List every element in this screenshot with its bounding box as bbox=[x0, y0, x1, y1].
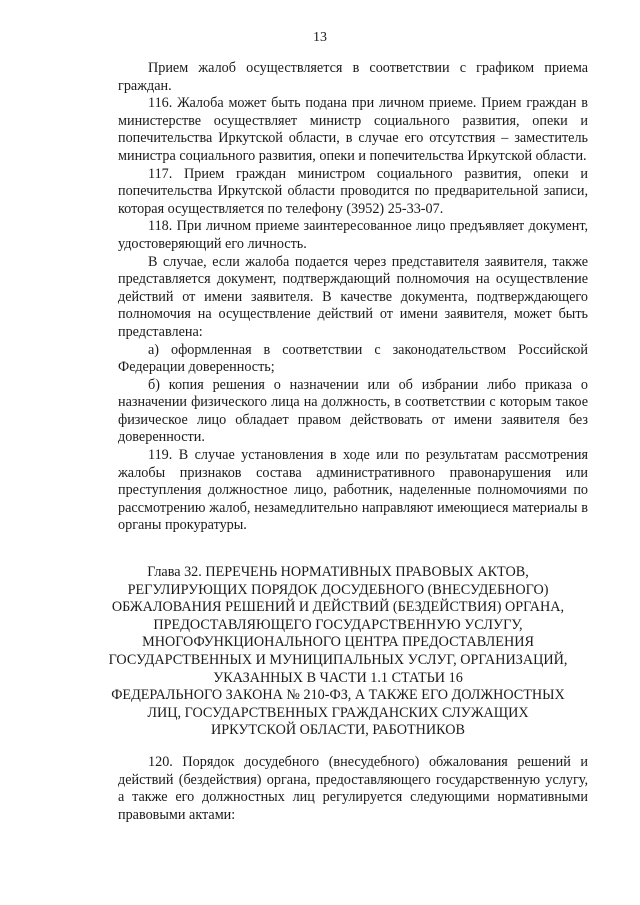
paragraph-118: 118. При личном приеме заинтересованное лицо предъявляет документ, удостоверяющий его личность. bbox=[118, 218, 588, 252]
final-section bbox=[118, 754, 588, 824]
chapter-title-line: РЕГУЛИРУЮЩИХ ПОРЯДОК ДОСУДЕБНОГО (ВНЕСУДЕБНОГО) bbox=[127, 581, 549, 598]
chapter-title-line: Глава 32. ПЕРЕЧЕНЬ НОРМАТИВНЫХ ПРАВОВЫХ АКТОВ, bbox=[147, 564, 529, 580]
chapter-title-line: ИРКУТСКОЙ ОБЛАСТИ, РАБОТНИКОВ bbox=[211, 722, 465, 739]
page-number: 13 bbox=[313, 30, 327, 45]
chapter-title-line: УКАЗАННЫХ В ЧАСТИ 1.1 СТАТЬИ 16 bbox=[213, 669, 463, 686]
paragraph-schedule: Прием жалоб осуществляется в соответствии с графиком приема граждан. bbox=[118, 60, 588, 94]
paragraph-116: 116. Жалоба может быть подана при личном приеме. Прием граждан в министерстве осуществляет министр социального развития, опеки и попечительства Иркутской области, в случае его отсутствия – заместитель министра социального развития, опеки и попечительства Иркутской области. bbox=[118, 95, 588, 164]
chapter-title-line: ФЕДЕРАЛЬНОГО ЗАКОНА № 210-ФЗ, А ТАКЖЕ ЕГО ДОЛЖНОСТНЫХ bbox=[111, 687, 565, 704]
chapter-title-line: ГОСУДАРСТВЕННЫХ И МУНИЦИПАЛЬНЫХ УСЛУГ, ОРГАНИЗАЦИЙ, bbox=[108, 651, 568, 668]
paragraph-item-a: а) оформленная в соответствии с законодательством Российской Федерации доверенность; bbox=[118, 341, 588, 376]
chapter-title-line: ПРЕДОСТАВЛЯЮЩЕГО ГОСУДАРСТВЕННУЮ УСЛУГУ, bbox=[153, 616, 523, 633]
paragraph-119: 119. В случае установления в ходе или по результатам рассмотрения жалобы признаков состава административного правонарушения или преступления должностное лицо, работник, наделенные полномочиями по рассмотрению жалоб, незамедлительно направляют имеющиеся материалы в органы прокуратуры. bbox=[118, 447, 588, 534]
chapter-title-line: ОБЖАЛОВАНИЯ РЕШЕНИЙ И ДЕЙСТВИЙ (БЕЗДЕЙСТВИЯ) ОРГАНА, bbox=[111, 599, 565, 616]
paragraph-120: 120. Порядок досудебного (внесудебного) обжалования решений и действий (бездействия) органа, предоставляющего государственную услугу, а также его должностных лиц регулируется следующими нормативными правовыми актами: bbox=[118, 754, 588, 823]
chapter-title-line: ЛИЦ, ГОСУДАРСТВЕННЫХ ГРАЖДАНСКИХ СЛУЖАЩИХ bbox=[147, 704, 529, 721]
paragraph-item-b: б) копия решения о назначении или об избрании либо приказа о назначении физического лица на должность, в соответствии с которым такое физическое лицо обладает правом действовать от имени заявителя без доверенности. bbox=[118, 376, 588, 446]
body-text bbox=[118, 60, 588, 535]
paragraph-representative: В случае, если жалоба подается через представителя заявителя, также представляется документ, подтверждающий полномочия на осуществление действий от имени заявителя. В качестве документа, подтверждающего полномочия на осуществление действий от имени заявителя, может быть представлена: bbox=[118, 253, 588, 340]
chapter-title-line: МНОГОФУНКЦИОНАЛЬНОГО ЦЕНТРА ПРЕДОСТАВЛЕНИЯ bbox=[142, 634, 534, 651]
chapter-title bbox=[88, 564, 588, 740]
paragraph-117: 117. Прием граждан министром социального развития, опеки и попечительства Иркутской области проводится по предварительной записи, которая осуществляется по телефону (3952) 25-33-07. bbox=[118, 165, 588, 217]
